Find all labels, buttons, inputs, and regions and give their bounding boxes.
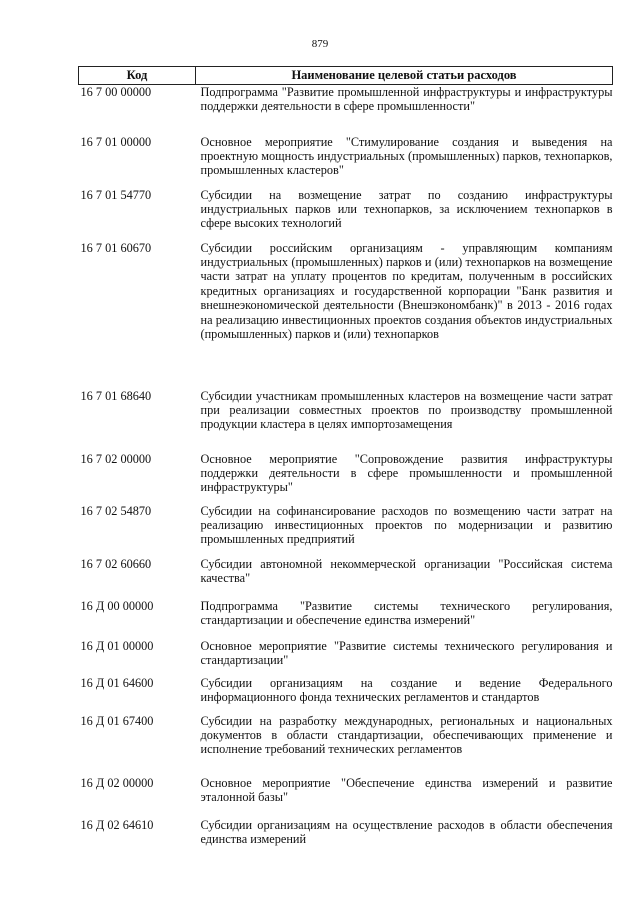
table-row bbox=[79, 676, 613, 714]
table-row bbox=[79, 389, 613, 452]
row-code: 16 7 02 54870 bbox=[80, 503, 152, 518]
row-code: 16 Д 01 64600 bbox=[80, 675, 154, 690]
row-code: 16 7 01 54770 bbox=[80, 187, 152, 202]
row-name: Основное мероприятие "Стимулирование создания и выведения на проектную мощность индустриальных (промышленных) парков, технопарков, промышленных кластеров" bbox=[200, 134, 613, 178]
row-name: Субсидии участникам промышленных кластеров на возмещение части затрат при реализации совместных проектов по производству промышленной продукции кластера в целях импортозамещения bbox=[200, 388, 613, 432]
table-row bbox=[79, 639, 613, 676]
table-row bbox=[79, 557, 613, 599]
table-row bbox=[79, 818, 613, 852]
budget-code-table bbox=[78, 66, 613, 852]
row-name: Субсидии на разработку международных, региональных и национальных документов в области стандартизации, обеспечивающих применение и исполнение требований технических регламентов bbox=[200, 713, 613, 757]
table-row bbox=[79, 599, 613, 639]
row-name: Основное мероприятие "Обеспечение единства измерений и развитие эталонной базы" bbox=[200, 775, 613, 804]
row-code: 16 Д 01 67400 bbox=[80, 713, 154, 728]
row-name: Субсидии российским организациям - управляющим компаниям индустриальных (промышленных) парков и (или) технопарков на возмещение части затрат на уплату процентов по кредитам, полученным в российских кредитных организациях и государственной корпорации "Банк развития и внешнеэкономической деятельности (Внешэкономбанк)" в 2013 - 2016 годах на реализацию инвестиционных проектов создания объектов индустриальных (промышленных) парков и (или) технопарков bbox=[200, 240, 613, 341]
row-code: 16 7 02 00000 bbox=[80, 451, 152, 466]
row-name: Субсидии автономной некоммерческой организации "Российская система качества" bbox=[200, 556, 613, 585]
row-code: 16 7 02 60660 bbox=[80, 556, 152, 571]
row-name: Субсидии организациям на осуществление расходов в области обеспечения единства измерений bbox=[200, 817, 613, 846]
header-name: Наименование целевой статьи расходов bbox=[196, 67, 613, 85]
row-name: Подпрограмма "Развитие системы технического регулирования, стандартизации и обеспечение единства измерений" bbox=[200, 598, 613, 627]
header-code: Код bbox=[79, 67, 196, 85]
row-code: 16 Д 02 00000 bbox=[80, 775, 154, 790]
row-name: Подпрограмма "Развитие промышленной инфраструктуры и инфраструктуры поддержки деятельности в сфере промышленности" bbox=[200, 85, 613, 114]
row-code: 16 7 00 00000 bbox=[80, 85, 152, 99]
row-code: 16 7 01 00000 bbox=[80, 134, 152, 149]
row-code: 16 Д 00 00000 bbox=[80, 598, 154, 613]
table-row bbox=[79, 504, 613, 557]
table-row bbox=[79, 188, 613, 241]
table-header-row bbox=[79, 67, 613, 85]
row-name: Основное мероприятие "Развитие системы технического регулирования и стандартизации" bbox=[200, 638, 613, 667]
table-row bbox=[79, 776, 613, 818]
row-name: Основное мероприятие "Сопровождение развития инфраструктуры поддержки деятельности в сфере промышленности и промышленной инфраструктуры" bbox=[200, 451, 613, 495]
table-row bbox=[79, 85, 613, 135]
row-code: 16 7 01 60670 bbox=[80, 240, 152, 255]
table-row bbox=[79, 135, 613, 188]
row-name: Субсидии на софинансирование расходов по возмещению части затрат на реализацию инвестиционных проектов по модернизации и развитию промышленных предприятий bbox=[200, 503, 613, 547]
row-code: 16 Д 02 64610 bbox=[80, 817, 154, 832]
table-row bbox=[79, 714, 613, 776]
row-name: Субсидии на возмещение затрат по созданию инфраструктуры индустриальных парков или технопарков, за исключением технопарков в сфере высоких технологий bbox=[200, 187, 613, 231]
row-code: 16 7 01 68640 bbox=[80, 388, 152, 403]
row-name: Субсидии организациям на создание и ведение Федерального информационного фонда технических регламентов и стандартов bbox=[200, 675, 613, 704]
page-number: 879 bbox=[311, 38, 329, 50]
row-code: 16 Д 01 00000 bbox=[80, 638, 154, 653]
table-row bbox=[79, 241, 613, 389]
table-row bbox=[79, 452, 613, 504]
